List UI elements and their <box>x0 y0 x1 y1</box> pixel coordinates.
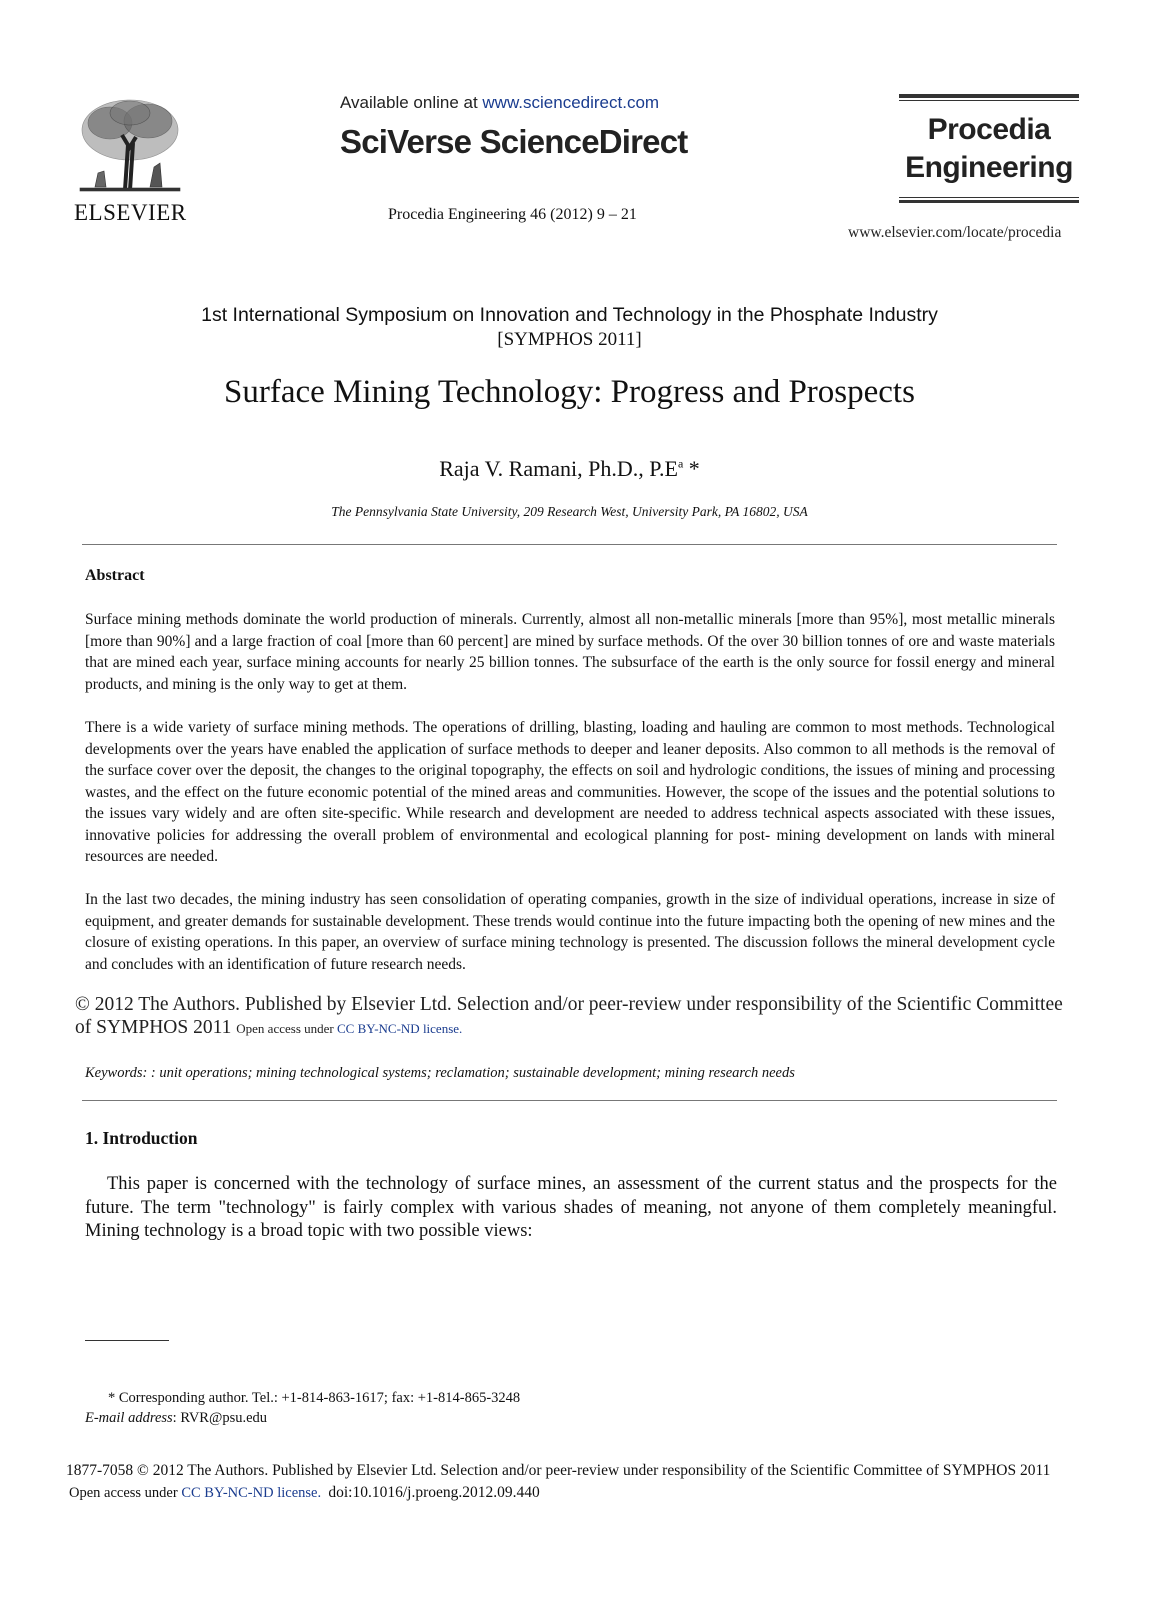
abstract-heading: Abstract <box>85 567 145 584</box>
abstract-paragraph-2: There is a wide variety of surface mining methods. The operations of drilling, blasting, loading and hauling are common to most methods. Technological developments over the years have enabled the application of surface methods to deeper and leaner deposits. Also common to all methods is the removal of the surface cover over the deposit, the changes to the original topography, the effects on soil and hydrologic conditions, the issues of mining and processing wastes, and the effect on the future economic potential of the mined areas and communities. However, the scope of the issues and the potential solutions to the issues vary widely and are often site-specific. While research and development are needed to address technical aspects associated with these issues, innovative policies for addressing the overall problem of environmental and ecological planning for post- mining development on lands with mineral resources are needed. <box>85 719 1055 865</box>
sciencedirect-link[interactable]: www.sciencedirect.com <box>482 93 660 112</box>
journal-name-line2: Engineering <box>905 151 1073 184</box>
email-label: E-mail address <box>85 1410 173 1426</box>
platform-logo-text: SciVerse ScienceDirect <box>340 123 688 160</box>
keywords-line <box>85 1065 795 1082</box>
journal-masthead <box>899 94 1079 203</box>
open-access-prefix: Open access under <box>236 1021 337 1036</box>
divider-top <box>82 544 1057 545</box>
introduction-paragraph: This paper is concerned with the technology of surface mines, an assessment of the current status and the prospects for the future. The term "technology" is fairly complex with various shades of meaning, not anyone of them completely meaningful. Mining technology is a broad topic with two possible views: <box>85 1174 1057 1241</box>
abstract-paragraph-3: In the last two decades, the mining industry has seen consolidation of operating companies, growth in the size of individual operations, increase in size of equipment, and greater demands for sustainable development. These trends would continue into the future impacting both the opening of new mines and the closure of existing operations. In this paper, an overview of surface mining technology is presented. The discussion follows the mineral development cycle and concludes with an identification of future research needs. <box>85 891 1055 973</box>
publisher-name: ELSEVIER <box>74 200 187 225</box>
symposium-tag: [SYMPHOS 2011] <box>497 329 642 350</box>
email-footnote <box>85 1410 267 1427</box>
section-heading-introduction: 1. Introduction <box>85 1128 198 1148</box>
footer-open-access-line <box>69 1484 540 1502</box>
doi-text: doi:10.1016/j.proeng.2012.09.440 <box>328 1484 540 1501</box>
footer-license-link[interactable]: CC BY-NC-ND license. <box>181 1485 322 1501</box>
divider-bottom <box>82 1100 1057 1101</box>
copyright-notice <box>75 993 1065 1040</box>
journal-url-link[interactable]: www.elsevier.com/locate/procedia <box>848 224 1062 241</box>
symposium-name: 1st International Symposium on Innovation and Technology in the Phosphate Industry <box>201 304 938 326</box>
author-line <box>0 456 1139 482</box>
keywords-text: : : unit operations; mining technological systems; reclamation; sustainable development; mining research needs <box>142 1065 795 1081</box>
footer-open-access-prefix: Open access under <box>69 1485 182 1501</box>
copyright-text: © 2012 The Authors. Published by Elsevier Ltd. Selection and/or peer-review under responsibility of the Scientific Committee of SYMPHOS 2011 <box>75 994 1063 1038</box>
elsevier-tree-logo-icon <box>70 95 190 195</box>
abstract-paragraph-1: Surface mining methods dominate the world production of minerals. Currently, almost all non-metallic minerals [more than 95%], most metallic minerals [more than 90%] and a large fraction of coal [more than 60 percent] are mined by surface methods. Of the over 30 billion tonnes of ore and waste materials that are mined each year, surface mining accounts for nearly 25 billion tonnes. The subsurface of the earth is the only source for fossil energy and mineral products, and mining is the only way to get at them. <box>85 611 1055 693</box>
author-affiliation-mark: a <box>677 456 684 471</box>
journal-citation: Procedia Engineering 46 (2012) 9 – 21 <box>388 206 637 223</box>
paper-title: Surface Mining Technology: Progress and Prospects <box>224 374 915 410</box>
keywords-label: Keywords <box>85 1065 143 1081</box>
license-link[interactable]: CC BY-NC-ND license. <box>336 1021 463 1036</box>
corresponding-mark: * <box>683 456 700 481</box>
footnote-rule <box>85 1340 169 1341</box>
issn-copyright-line: 1877-7058 © 2012 The Authors. Published by Elsevier Ltd. Selection and/or peer-review under responsibility of the Scientific Committee of SYMPHOS 2011 <box>66 1462 1051 1479</box>
author-name: Raja V. Ramani, Ph.D., P.E <box>439 456 678 481</box>
available-prefix: Available online at <box>340 93 483 112</box>
author-affiliation: The Pennsylvania State University, 209 Research West, University Park, PA 16802, USA <box>331 504 808 519</box>
journal-name-line1: Procedia <box>927 113 1051 146</box>
email-value: : RVR@psu.edu <box>172 1410 268 1426</box>
corresponding-author-footnote: * Corresponding author. Tel.: +1-814-863-1617; fax: +1-814-865-3248 <box>108 1390 521 1406</box>
available-online-line <box>340 93 659 113</box>
